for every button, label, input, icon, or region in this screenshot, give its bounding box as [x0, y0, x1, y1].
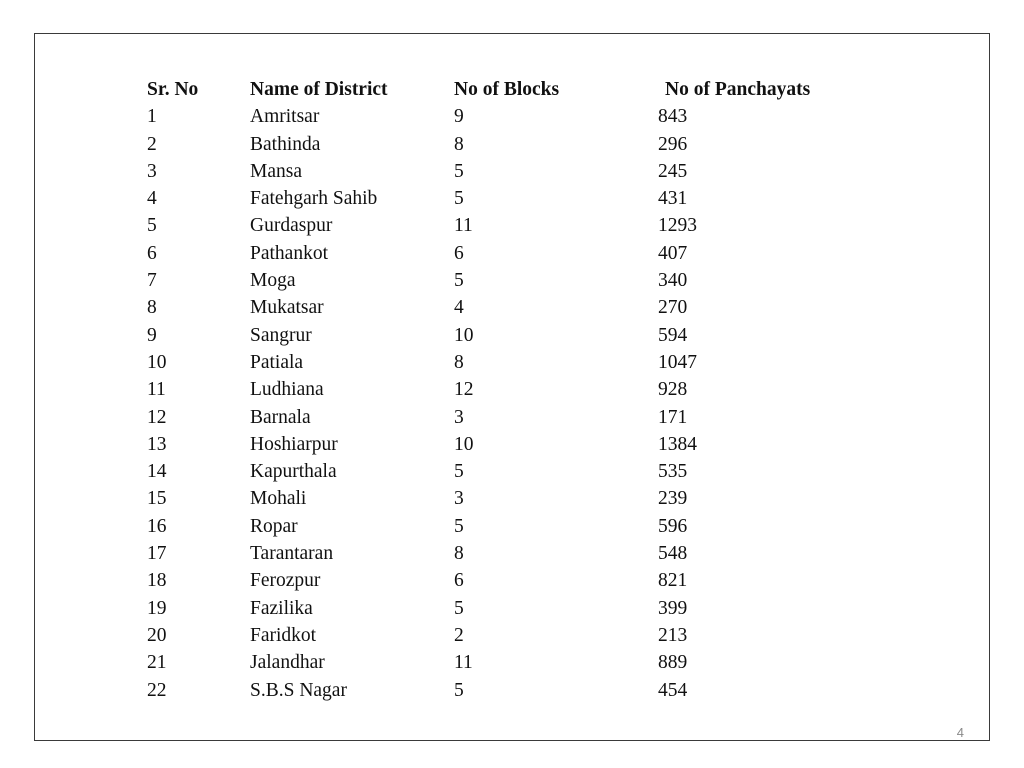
cell-sr-no: 19: [147, 597, 167, 619]
cell-district: Amritsar: [250, 106, 320, 128]
cell-blocks: 5: [454, 597, 464, 619]
cell-sr-no: 20: [147, 624, 167, 646]
cell-sr-no: 13: [147, 433, 167, 455]
cell-sr-no: 7: [147, 270, 157, 292]
cell-district: Mohali: [250, 488, 307, 510]
cell-blocks: 11: [454, 215, 473, 237]
cell-district: Moga: [250, 270, 296, 292]
header-blocks: No of Blocks: [454, 79, 560, 100]
cell-blocks: 3: [454, 488, 464, 510]
slide: [34, 33, 990, 741]
cell-panchayats: 239: [658, 488, 688, 510]
cell-district: Mansa: [250, 160, 302, 182]
page-number: 4: [956, 725, 964, 740]
cell-district: Jalandhar: [250, 652, 325, 674]
cell-panchayats: 535: [658, 461, 688, 483]
cell-sr-no: 4: [147, 188, 157, 210]
cell-sr-no: 8: [147, 297, 157, 319]
cell-district: Hoshiarpur: [250, 433, 338, 455]
cell-blocks: 5: [454, 270, 464, 292]
cell-blocks: 10: [454, 324, 474, 346]
cell-district: Tarantaran: [250, 543, 334, 565]
cell-blocks: 5: [454, 679, 464, 701]
cell-panchayats: 889: [658, 652, 688, 674]
cell-district: Bathinda: [250, 133, 321, 155]
cell-district: Pathankot: [250, 242, 328, 264]
cell-blocks: 5: [454, 515, 464, 537]
cell-blocks: 8: [454, 351, 464, 373]
cell-panchayats: 843: [658, 106, 688, 128]
cell-sr-no: 12: [147, 406, 167, 428]
cell-district: Faridkot: [250, 624, 317, 646]
cell-sr-no: 3: [147, 160, 157, 182]
cell-sr-no: 6: [147, 242, 157, 264]
header-sr-no: Sr. No: [147, 79, 199, 100]
cell-panchayats: 407: [658, 242, 688, 264]
cell-district: Barnala: [250, 406, 311, 428]
cell-sr-no: 14: [147, 461, 167, 483]
cell-district: Ferozpur: [250, 570, 321, 592]
cell-sr-no: 18: [147, 570, 167, 592]
cell-panchayats: 431: [658, 188, 688, 210]
cell-blocks: 5: [454, 188, 464, 210]
cell-blocks: 4: [454, 297, 464, 319]
cell-blocks: 8: [454, 543, 464, 565]
cell-sr-no: 22: [147, 679, 167, 701]
cell-blocks: 5: [454, 160, 464, 182]
cell-sr-no: 5: [147, 215, 157, 237]
cell-blocks: 6: [454, 242, 464, 264]
cell-district: Mukatsar: [250, 297, 324, 319]
cell-panchayats: 340: [658, 270, 688, 292]
cell-panchayats: 454: [658, 679, 688, 701]
cell-panchayats: 296: [658, 133, 688, 155]
cell-panchayats: 594: [658, 324, 688, 346]
cell-sr-no: 17: [147, 543, 167, 565]
header-district: Name of District: [250, 79, 388, 100]
cell-district: Patiala: [250, 351, 304, 373]
cell-blocks: 11: [454, 652, 473, 674]
cell-panchayats: 1293: [658, 215, 697, 237]
cell-sr-no: 16: [147, 515, 167, 537]
cell-district: S.B.S Nagar: [250, 679, 347, 701]
cell-district: Fazilika: [250, 597, 313, 619]
cell-panchayats: 928: [658, 379, 688, 401]
cell-panchayats: 213: [658, 624, 688, 646]
cell-district: Sangrur: [250, 324, 312, 346]
cell-blocks: 2: [454, 624, 464, 646]
cell-district: Ropar: [250, 515, 298, 537]
cell-sr-no: 11: [147, 379, 166, 401]
cell-panchayats: 270: [658, 297, 688, 319]
cell-sr-no: 2: [147, 133, 157, 155]
cell-panchayats: 1047: [658, 351, 697, 373]
cell-panchayats: 399: [658, 597, 688, 619]
cell-blocks: 12: [454, 379, 474, 401]
cell-panchayats: 548: [658, 543, 688, 565]
cell-sr-no: 10: [147, 351, 167, 373]
header-panchayats: No of Panchayats: [665, 79, 811, 100]
cell-district: Fatehgarh Sahib: [250, 188, 378, 210]
cell-panchayats: 596: [658, 515, 688, 537]
cell-district: Gurdaspur: [250, 215, 333, 237]
cell-blocks: 8: [454, 133, 464, 155]
cell-blocks: 5: [454, 461, 464, 483]
cell-panchayats: 821: [658, 570, 688, 592]
cell-panchayats: 245: [658, 160, 688, 182]
cell-blocks: 9: [454, 106, 464, 128]
cell-sr-no: 21: [147, 652, 167, 674]
cell-panchayats: 1384: [658, 433, 697, 455]
cell-blocks: 3: [454, 406, 464, 428]
cell-blocks: 6: [454, 570, 464, 592]
cell-sr-no: 15: [147, 488, 167, 510]
cell-district: Kapurthala: [250, 461, 337, 483]
cell-panchayats: 171: [658, 406, 688, 428]
cell-district: Ludhiana: [250, 379, 324, 401]
cell-sr-no: 1: [147, 106, 157, 128]
cell-blocks: 10: [454, 433, 474, 455]
cell-sr-no: 9: [147, 324, 157, 346]
